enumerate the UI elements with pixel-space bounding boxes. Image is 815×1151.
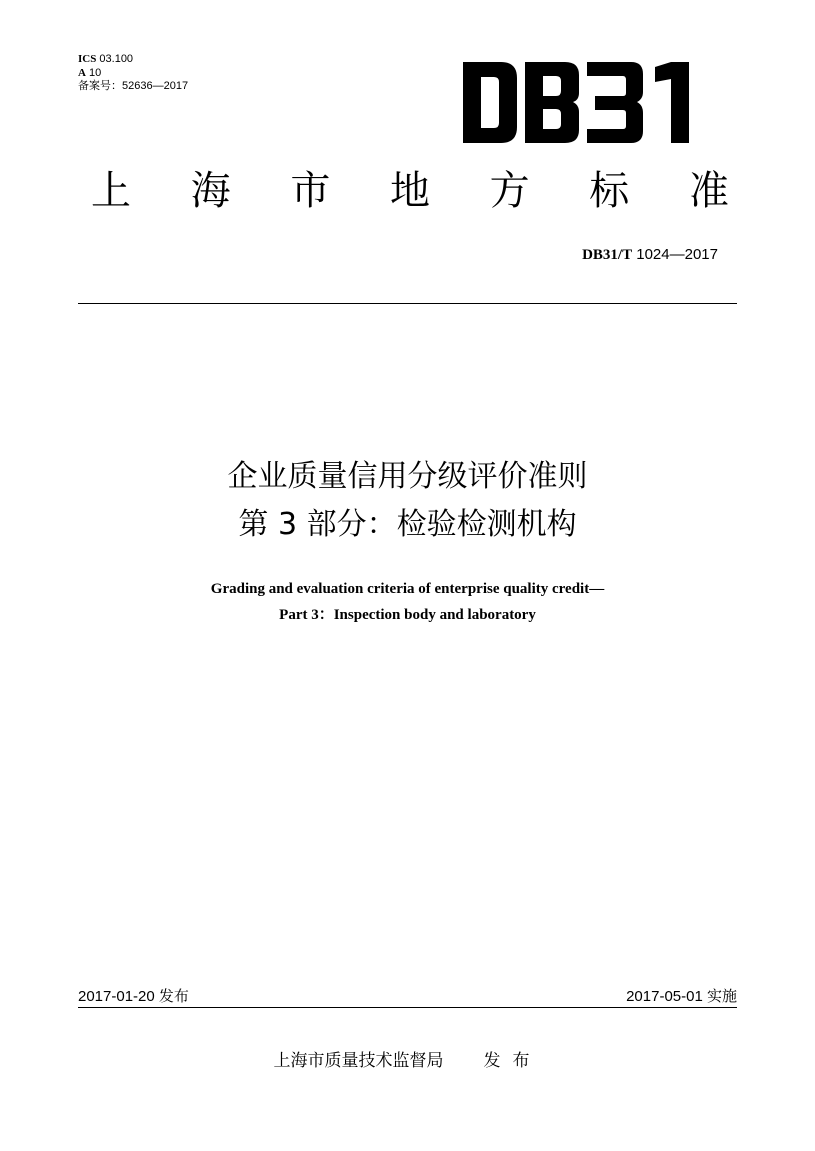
standard-type-char: 标 — [589, 168, 630, 214]
standard-type-char: 方 — [489, 168, 530, 214]
standard-number — [582, 246, 718, 264]
header-divider — [78, 303, 737, 304]
issuer-action: 发布 — [483, 1051, 542, 1071]
chinese-title — [0, 453, 815, 549]
ics-key: ICS — [78, 53, 97, 65]
chinese-title-line-1: 企业质量信用分级评价准则 — [227, 459, 588, 494]
filing-value: 52636—2017 — [122, 80, 189, 92]
standard-type-char: 地 — [389, 168, 430, 214]
db31-logo — [463, 62, 689, 143]
ccs-key: A — [78, 66, 86, 79]
standard-type-char: 海 — [190, 168, 231, 214]
ccs-value: 10 — [89, 66, 102, 79]
english-title-line-1: Grading and evaluation criteria of enterprise quality credit— — [210, 581, 605, 597]
issuer-line — [0, 1046, 815, 1071]
standard-type-char: 上 — [91, 168, 131, 214]
issuer-organization: 上海市质量技术监督局 — [273, 1051, 444, 1071]
classification-block — [78, 53, 188, 94]
chinese-title-line-2: 第 3 部分：检验检测机构 — [238, 507, 577, 542]
issue-date: 2017-01-20 发布 — [78, 988, 189, 1005]
ics-code — [78, 53, 188, 67]
standard-type-char: 市 — [290, 168, 331, 214]
ics-value: 03.100 — [99, 53, 134, 65]
filing-label: 备案号： — [78, 80, 122, 92]
ccs-code — [78, 67, 188, 81]
standard-number-value: 1024—2017 — [636, 246, 718, 263]
standard-type-char: 准 — [688, 168, 729, 214]
english-title-line-2: Part 3：Inspection body and laboratory — [279, 607, 536, 623]
filing-number — [78, 80, 188, 94]
footer-divider — [78, 1007, 737, 1008]
standard-number-prefix: DB31/T — [582, 247, 633, 263]
implementation-date: 2017-05-01 实施 — [626, 988, 737, 1005]
english-title — [0, 576, 815, 628]
standard-type-title — [86, 166, 734, 216]
